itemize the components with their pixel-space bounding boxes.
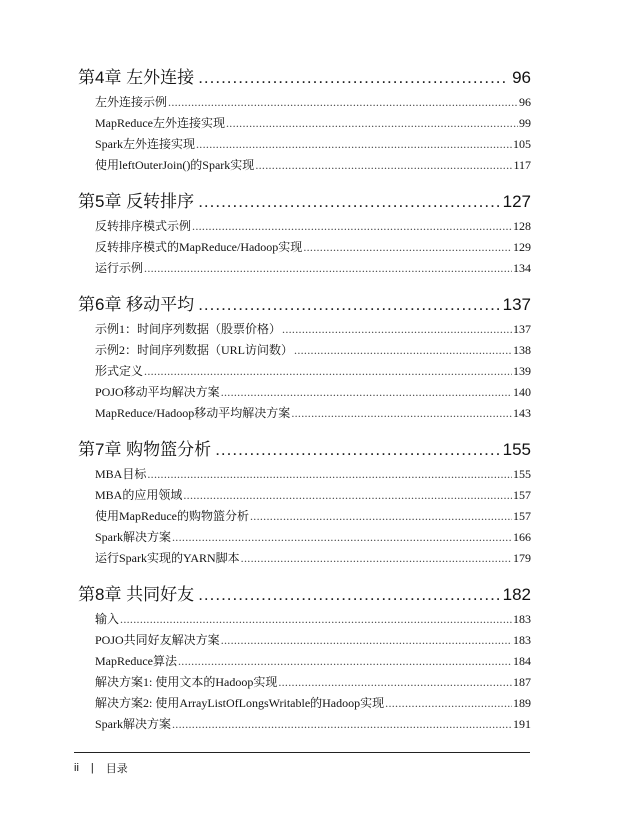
chapter-heading[interactable] — [78, 581, 531, 609]
entry-page-number: 137 — [513, 322, 531, 336]
toc-entry[interactable] — [95, 651, 531, 672]
chapter-8 — [78, 581, 531, 735]
leader-dots — [198, 291, 498, 319]
entry-title: 解决方案1: 使用文本的Hadoop实现 — [95, 675, 278, 689]
leader-dots — [192, 216, 512, 237]
leader-dots — [147, 464, 512, 485]
chapter-page-number: 96 — [512, 68, 531, 87]
entry-title: 运行示例 — [95, 261, 144, 275]
leader-dots — [198, 188, 498, 216]
leader-dots — [172, 527, 512, 548]
entry-title: 反转排序模式示例 — [95, 219, 192, 233]
entry-page-number: 143 — [513, 406, 531, 420]
toc-entry[interactable] — [95, 527, 531, 548]
leader-dots — [294, 340, 512, 361]
leader-dots — [183, 485, 512, 506]
toc-entry[interactable] — [95, 609, 531, 630]
entry-page-number: 183 — [513, 612, 531, 626]
chapter-page-number: 155 — [502, 440, 531, 459]
leader-dots — [120, 609, 512, 630]
entry-title: 左外连接示例 — [95, 95, 168, 109]
entry-page-number: 99 — [519, 116, 531, 130]
entry-title: Spark解决方案 — [95, 717, 171, 731]
leader-dots — [144, 361, 512, 382]
entry-page-number: 189 — [513, 696, 531, 710]
entry-page-number: 166 — [513, 530, 531, 544]
entry-page-number: 187 — [513, 675, 531, 689]
entry-page-number: 183 — [513, 633, 531, 647]
entry-title: Spark左外连接实现 — [95, 137, 195, 151]
chapter-page-number: 182 — [502, 585, 531, 604]
chapter-title: 第7章 购物篮分析 — [78, 440, 212, 459]
entry-title: 运行Spark实现的YARN脚本 — [95, 551, 240, 565]
entry-page-number: 117 — [513, 158, 531, 172]
leader-dots — [255, 155, 512, 176]
leader-dots — [250, 506, 512, 527]
chapter-title: 第8章 共同好友 — [78, 585, 195, 604]
entry-title: 输入 — [95, 612, 120, 626]
leader-dots — [198, 64, 508, 92]
toc-entry[interactable] — [95, 464, 531, 485]
entry-page-number: 138 — [513, 343, 531, 357]
chapter-title: 第6章 移动平均 — [78, 295, 195, 314]
page-footer — [74, 760, 128, 776]
entry-title: Spark解决方案 — [95, 530, 171, 544]
entry-title: POJO共同好友解决方案 — [95, 633, 220, 647]
toc-entry[interactable] — [95, 403, 531, 424]
toc-entry[interactable] — [95, 155, 531, 176]
entry-page-number: 105 — [513, 137, 531, 151]
entry-page-number: 96 — [519, 95, 531, 109]
toc-entry[interactable] — [95, 216, 531, 237]
toc-entry[interactable] — [95, 672, 531, 693]
leader-dots — [385, 693, 512, 714]
entry-page-number: 155 — [513, 467, 531, 481]
entry-page-number: 157 — [513, 509, 531, 523]
leader-dots — [172, 714, 512, 735]
toc-entry[interactable] — [95, 134, 531, 155]
entry-title: 解决方案2: 使用ArrayListOfLongsWritable的Hadoop实现 — [95, 696, 385, 710]
chapter-heading[interactable] — [78, 188, 531, 216]
entry-title: POJO移动平均解决方案 — [95, 385, 220, 399]
leader-dots — [303, 237, 512, 258]
leader-dots — [168, 92, 518, 113]
footer-divider — [74, 752, 530, 753]
chapter-5 — [78, 188, 531, 279]
entry-title: MapReduce左外连接实现 — [95, 116, 225, 130]
chapter-heading[interactable] — [78, 436, 531, 464]
toc-entry[interactable] — [95, 693, 531, 714]
entry-page-number: 191 — [513, 717, 531, 731]
leader-dots — [198, 581, 498, 609]
entry-page-number: 128 — [513, 219, 531, 233]
chapter-6 — [78, 291, 531, 424]
toc-entry[interactable] — [95, 506, 531, 527]
chapter-4 — [78, 64, 531, 176]
entry-page-number: 140 — [513, 385, 531, 399]
entry-page-number: 157 — [513, 488, 531, 502]
table-of-contents — [78, 64, 531, 735]
entry-title: MapReduce/Hadoop移动平均解决方案 — [95, 406, 291, 420]
footer-separator: | — [90, 762, 94, 774]
toc-entry[interactable] — [95, 237, 531, 258]
toc-entry[interactable] — [95, 630, 531, 651]
entry-title: 反转排序模式的MapReduce/Hadoop实现 — [95, 240, 303, 254]
toc-entry[interactable] — [95, 714, 531, 735]
leader-dots — [282, 319, 512, 340]
toc-entry[interactable] — [95, 340, 531, 361]
leader-dots — [291, 403, 512, 424]
entry-title: MBA的应用领域 — [95, 488, 183, 502]
leader-dots — [226, 113, 518, 134]
entry-title: MBA目标 — [95, 467, 147, 481]
entry-title: 示例1：时间序列数据（股票价格） — [95, 322, 282, 336]
toc-entry[interactable] — [95, 319, 531, 340]
chapter-7 — [78, 436, 531, 569]
leader-dots — [221, 382, 512, 403]
leader-dots — [278, 672, 512, 693]
chapter-title: 第4章 左外连接 — [78, 68, 195, 87]
chapter-heading[interactable] — [78, 291, 531, 319]
footer-page-number: ii — [74, 762, 79, 774]
entry-page-number: 139 — [513, 364, 531, 378]
entry-title: MapReduce算法 — [95, 654, 177, 668]
entry-title: 使用leftOuterJoin()的Spark实现 — [95, 158, 255, 172]
entry-title: 使用MapReduce的购物篮分析 — [95, 509, 249, 523]
entry-title: 形式定义 — [95, 364, 144, 378]
leader-dots — [178, 651, 512, 672]
entry-page-number: 184 — [513, 654, 531, 668]
leader-dots — [196, 134, 512, 155]
entry-page-number: 179 — [513, 551, 531, 565]
leader-dots — [215, 436, 498, 464]
toc-entry[interactable] — [95, 382, 531, 403]
toc-entry[interactable] — [95, 92, 531, 113]
toc-entry[interactable] — [95, 258, 531, 279]
chapter-page-number: 137 — [502, 295, 531, 314]
entry-page-number: 129 — [513, 240, 531, 254]
chapter-page-number: 127 — [502, 192, 531, 211]
toc-entry[interactable] — [95, 485, 531, 506]
entry-page-number: 134 — [513, 261, 531, 275]
footer-section-title: 目录 — [105, 763, 128, 775]
leader-dots — [221, 630, 512, 651]
leader-dots — [144, 258, 512, 279]
toc-entry[interactable] — [95, 361, 531, 382]
entry-title: 示例2：时间序列数据（URL访问数） — [95, 343, 294, 357]
chapter-title: 第5章 反转排序 — [78, 192, 195, 211]
toc-entry[interactable] — [95, 548, 531, 569]
chapter-heading[interactable] — [78, 64, 531, 92]
leader-dots — [241, 548, 512, 569]
toc-entry[interactable] — [95, 113, 531, 134]
